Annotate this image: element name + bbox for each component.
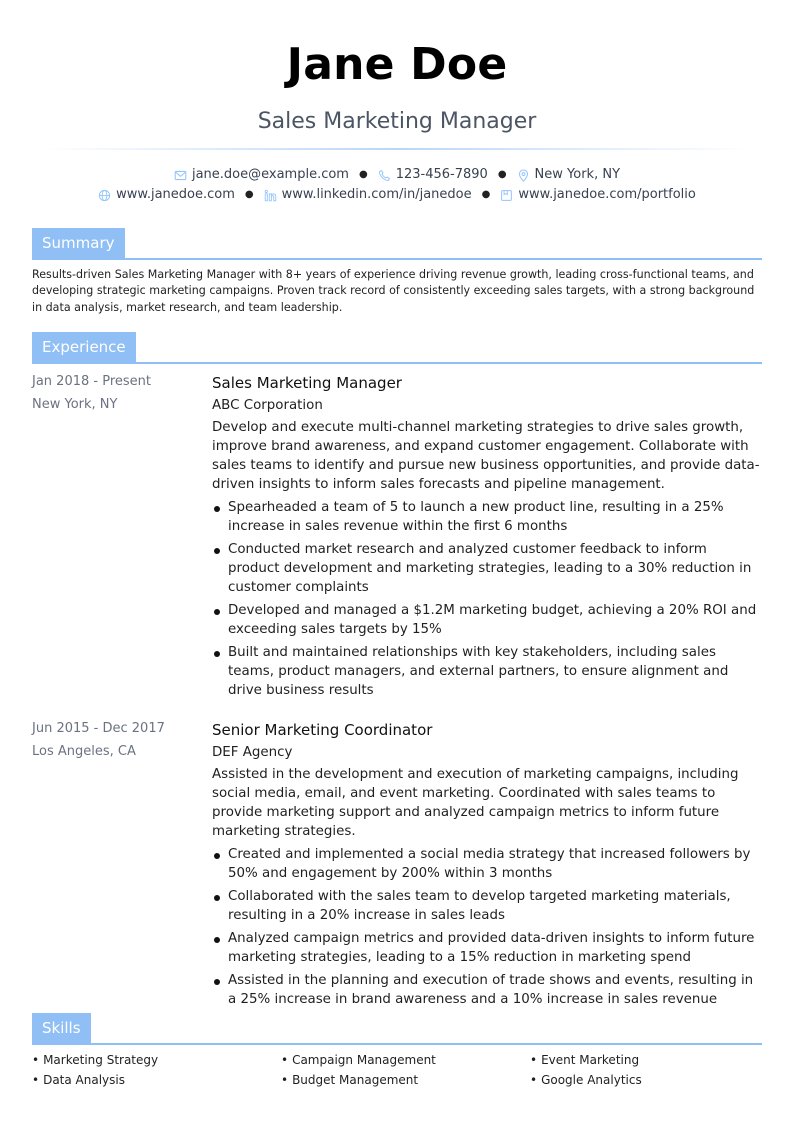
achievement-item: Analyzed campaign metrics and provided data-driven insights to inform future marketing strategies, leading to a 15% reduction in marketing spend — [212, 929, 762, 967]
phone-text: 123-456-7890 — [395, 167, 488, 182]
achievement-item: Built and maintained relationships with key stakeholders, including sales teams, product managers, and external partners, to ensure alignment and drive business results — [212, 643, 762, 700]
job-title: Senior Marketing Coordinator — [212, 721, 433, 739]
skill-item: • Google Analytics — [530, 1072, 762, 1089]
achievement-item: Spearheaded a team of 5 to launch a new product line, resulting in a 25% increase in sales revenue within the first 6 months — [212, 498, 762, 536]
summary-text: Results-driven Sales Marketing Manager with 8+ years of experience driving revenue growth, leading cross-functional teams, and developing strategic marketing campaigns. Proven track record of consistently exceeding sales targets, with a strong background in data analysis, market research, and team leadership. — [32, 268, 755, 314]
contact-location — [517, 166, 620, 184]
achievement-item: Conducted market research and analyzed customer feedback to inform product development and marketing strategies, leading to a 30% reduction in customer complaints — [212, 540, 762, 597]
achievement-item: Assisted in the planning and execution of trade shows and events, resulting in a 25% increase in brand awareness and a 10% increase in sales revenue — [212, 971, 762, 1009]
job-description: Assisted in the development and execution of marketing campaigns, including social media, email, and event marketing. Coordinated with sales teams to provide marketing support and analyzed campaign metrics to inform future marketing strategies. — [212, 767, 739, 839]
skill-item: • Event Marketing — [530, 1052, 762, 1069]
skill-item: • Campaign Management — [281, 1052, 530, 1069]
portfolio-text: www.janedoe.com/portfolio — [518, 187, 696, 202]
contact-email[interactable] — [174, 166, 349, 184]
section-rule — [32, 1043, 762, 1045]
website-text: www.janedoe.com — [116, 187, 235, 202]
separator-dot: ● — [481, 189, 491, 200]
achievement-item: Collaborated with the sales team to develop targeted marketing materials, resulting in a 20% increase in sales leads — [212, 887, 762, 925]
job-title: Sales Marketing Manager — [212, 374, 402, 392]
contact-portfolio[interactable] — [500, 186, 696, 204]
location-text: New York, NY — [534, 167, 621, 182]
skills-section-header — [32, 1013, 762, 1045]
job-dates: Jun 2015 - Dec 2017 — [32, 721, 165, 736]
job-dates: Jan 2018 - Present — [32, 374, 151, 389]
contact-phone[interactable] — [378, 166, 488, 184]
separator-dot: ● — [358, 169, 368, 180]
contact-linkedin[interactable] — [264, 186, 472, 204]
job-achievements — [212, 498, 762, 700]
contact-website[interactable] — [98, 186, 235, 204]
skill-item: • Marketing Strategy — [32, 1052, 281, 1069]
separator-dot: ● — [497, 169, 507, 180]
globe-icon — [98, 189, 111, 202]
achievement-item: Created and implemented a social media strategy that increased followers by 50% and engagement by 200% within 3 months — [212, 845, 762, 883]
mail-icon — [174, 169, 187, 182]
contact-row-primary — [0, 166, 794, 184]
job-details — [212, 373, 762, 704]
skills-heading: Skills — [32, 1013, 91, 1043]
linkedin-text: www.linkedin.com/in/janedoe — [281, 187, 472, 202]
header-divider — [42, 148, 752, 150]
email-text: jane.doe@example.com — [191, 167, 349, 182]
skill-item: • Budget Management — [281, 1072, 530, 1089]
job-company: ABC Corporation — [212, 398, 323, 413]
job-achievements — [212, 845, 762, 1009]
portfolio-icon — [500, 189, 513, 202]
candidate-role: Sales Marketing Manager — [257, 109, 537, 134]
contact-row-links — [0, 186, 794, 204]
job-location: New York, NY — [32, 397, 118, 412]
experience-section-header — [32, 332, 762, 364]
job-company: DEF Agency — [212, 745, 293, 760]
summary-heading: Summary — [32, 228, 125, 258]
section-rule — [32, 362, 762, 364]
job-description: Develop and execute multi-channel marketing strategies to drive sales growth, improve brand awareness, and expand customer engagement. Collaborate with sales teams to identify and pursue new business opportunities, and provide data-driven insights to inform sales forecasts and pipeline management. — [212, 420, 760, 492]
phone-icon — [378, 169, 391, 182]
candidate-name: Jane Doe — [286, 39, 508, 90]
achievement-item: Developed and managed a $1.2M marketing budget, achieving a 20% ROI and exceeding sales targets by 15% — [212, 601, 762, 639]
experience-heading: Experience — [32, 332, 136, 362]
map-pin-icon — [517, 169, 530, 182]
skill-item: • Data Analysis — [32, 1072, 281, 1089]
job-location: Los Angeles, CA — [32, 744, 136, 759]
job-details — [212, 720, 762, 1013]
summary-section-header — [32, 228, 762, 260]
section-rule — [32, 258, 762, 260]
skills-list — [32, 1052, 762, 1089]
linkedin-icon — [264, 189, 277, 202]
separator-dot: ● — [244, 189, 254, 200]
